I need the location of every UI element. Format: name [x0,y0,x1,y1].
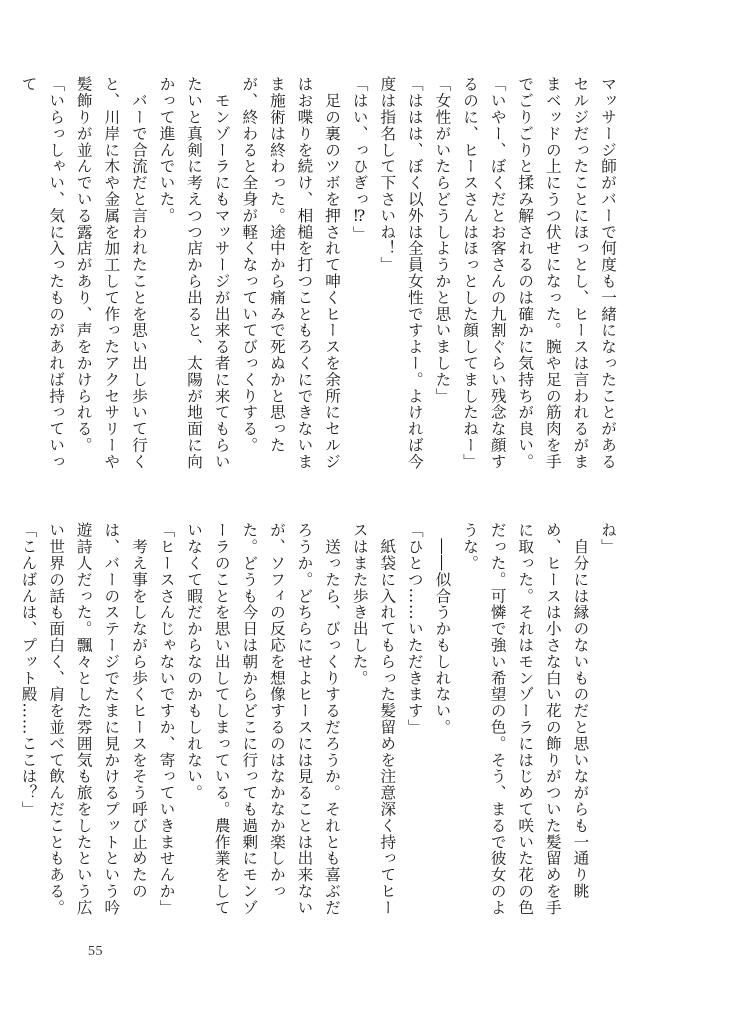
paragraph: 「いらっしゃい、気に入ったものがあれば持っていって [19,76,66,470]
paragraph: ね」 [599,522,617,555]
paragraph: 「女性がいたらどうしようかと思いました」 [433,76,452,404]
bottom-vertical-text [19,522,621,917]
paragraph: 足の裏のツボを押されて呻くヒースを余所にセルジはお喋りを続け、相槌を打つこともろくにできないまま施術は終わった。途中から痛みで死ぬかと思ったが、終わると全身が軽くなっていてびっくりする。 [240,76,342,470]
paragraph: 「ひとつ……いただきます」 [405,522,424,736]
top-vertical-text [19,76,621,476]
paragraph: 紙袋に入れてもらった髪留めを注意深く持ってヒースはまた歩き出した。 [350,522,397,916]
bottom-text-block [19,522,621,917]
paragraph: マッサージ師がバーで何度も一緒になったことがあるセルジだったことにほっとし、ヒースは言われるがままベッドの上にうつ伏せになった。腕や足の筋肉を手でごりごりと揉み解されるのは確かに気持ちが良い。 [516,76,617,470]
page-number: 55 [88,944,103,959]
paragraph: 送ったら、びっくりするだろうか。それとも喜ぶだろうか。どちらにせよヒースには見ることは出来ないが、ソフィの反応を想像するのはなかなか楽しかった。どうも今日は朝からどこに行っても過剰にモンゾーラのことを思い出してしまっている。農作業をしていなくて暇だからなのかもしれない。 [185,522,342,916]
paragraph: 「こんばんは、プット殿……ここは？」 [19,522,38,818]
paragraph: モンゾーラにもマッサージが出来る者に来てもらいたいと真剣に考えつつ店から出ると、太陽が地面に向かって進んでいた。 [157,76,231,470]
paragraph: 自分には縁のないものだと思いながらも一通り眺め、ヒースは小さな白い花の飾りがついた髪留めを手に取った。それはモンゾーラにはじめて咲いた花の色だった。可憐で強い希望の色。そう、まるで彼女のような。 [461,522,590,916]
paragraph: 考え事をしながら歩くヒースをそう呼び止めたのは、バーのステージでたまに見かけるプットという吟遊詩人だった。飄々とした雰囲気も旅をしたという広い世界の話も面白く、肩を並べて飲んだこともある。 [47,522,148,916]
paragraph: 「はい、っひぎっ⁉」 [350,76,369,243]
paragraph: 「ははは、ぼく以外は全員女性ですよー。よければ今度は指名して下さいね！」 [378,76,424,470]
paragraph: ――似合うかもしれない。 [433,522,452,736]
paragraph: 「いやー、ぼくだとお客さんの九割ぐらい残念な顔するのに、ヒースさんはほっとした顔してましたねー」 [461,76,507,470]
paragraph: バーで合流だと言われたことを思い出し歩いて行くと、川岸に木や金属を加工して作ったアクセサリーや髪飾りが並んでいる露店があり、声をかけられる。 [74,76,148,470]
paragraph: 「ヒースさんじゃないですか、寄っていきませんか」 [157,522,176,916]
top-text-block [19,76,621,476]
